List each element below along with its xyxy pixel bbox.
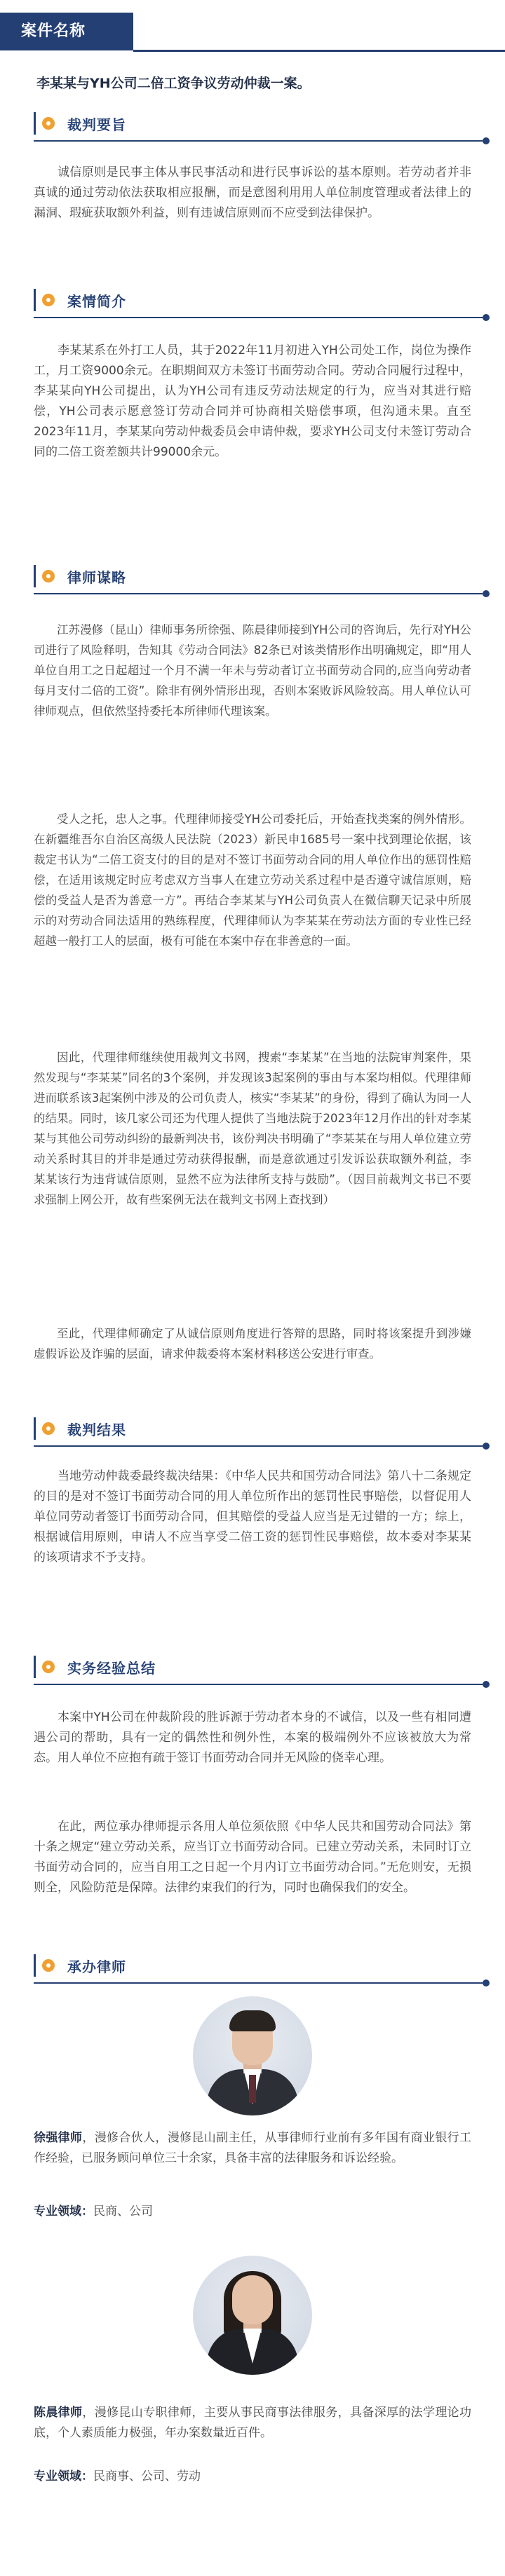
underline-end-dot xyxy=(483,1681,490,1688)
lawyer-bio-text: ，漫修合伙人，漫修昆山副主任，从事律师行业前有多年国有商业银行工作经验，已服务顾问单位三十余家，具备丰富的法律服务和诉讼经验。 xyxy=(34,2131,472,2165)
section-title: 裁判结果 xyxy=(67,1422,126,1438)
strategy-paragraph-3: 因此，代理律师继续使用裁判文书网，搜索“李某某”在当地的法院审判案件，果然发现与“李某某”同名的3个案例，并发现该3起案例的事由与本案均相似。代理律师进而联系该3起案例中涉及的公司负责人，核实“李某某”的身份，得到了确认为同一人的结果。同时，该几家公司还为代理人提供了当地法院于2023年12月作出的针对李某某与其他公司劳动纠纷的最新判决书，该份判决书明确了“李某某在与用人单位建立劳动关系时其目的并非是通过劳动获得报酬，而是意欲通过引发诉讼获取额外利益，李某某该行为违背诚信原则，显然不应为法律所支持与鼓励”。（因目前裁判文书已不要求强制上网公开，故有些案例无法在裁判文书网上查找到） xyxy=(34,1051,471,1206)
strategy-paragraph-4: 至此，代理律师确定了从诚信原则角度进行答辩的思路，同时将该案提升到涉嫌虚假诉讼及诈骗的层面，请求仲裁委将本案材料移送公安进行审查。 xyxy=(34,1327,471,1361)
case-title: 李某某与YH公司二倍工资争议劳动仲裁一案。 xyxy=(36,76,311,91)
field-label: 专业领域： xyxy=(34,2469,93,2483)
underline-end-dot xyxy=(483,137,490,144)
summary-paragraph-1: 本案中YH公司在仲裁阶段的胜诉源于劳动者本身的不诚信，以及一些有相同遭遇公司的帮助，具有一定的偶然性和例外性，本案的极端例外不应该被放大为常态。用人单位不应抱有疏于签订书面劳动合同并无风险的侥幸心理。 xyxy=(34,1710,471,1765)
section-title: 裁判要旨 xyxy=(67,116,126,133)
gist-paragraph: 诚信原则是民事主体从事民事活动和进行民事诉讼的基本原则。若劳动者并非真诚的通过劳动依法获取相应报酬，而是意图利用用人单位制度管理或者法律上的漏洞、瑕疵获取额外利益，则有违诚信原则而不应受到法律保护。 xyxy=(34,165,471,220)
field-value: 民商、公司 xyxy=(93,2204,153,2219)
lawyer-bio-chen xyxy=(34,2403,471,2444)
section-title: 律师谋略 xyxy=(67,569,126,586)
bullet-icon xyxy=(42,294,55,306)
bullet-icon xyxy=(42,1661,55,1673)
bullet-icon xyxy=(42,570,55,582)
header-bar xyxy=(34,1954,36,1977)
header-bar xyxy=(34,565,36,587)
header-bar xyxy=(34,289,36,311)
lawyer-photo-chen xyxy=(193,2256,312,2375)
underline-end-dot xyxy=(483,1443,490,1450)
strategy-paragraph-2: 受人之托，忠人之事。代理律师接受YH公司委托后，开始查找类案的例外情形。在新疆维吾尔自治区高级人民法院（2023）新民申1685号一案中找到理论依据，该裁定书认为“二倍工资支付的目的是对不签订书面劳动合同的用人单位作出的惩罚性赔偿，在适用该规定时应考虑双方当事人在建立劳动关系过程中是否遵守诚信原则，赔偿的受益人是否为善意一方”。再结合李某某与YH公司负责人在微信聊天记录中所展示的对劳动合同法适用的熟练程度，代理律师认为李某某在劳动法方面的专业性已经超越一般打工人的层面，极有可能在本案中存在非善意的一面。 xyxy=(34,812,471,948)
underline-end-dot xyxy=(483,590,490,597)
section-header-lawyers xyxy=(34,1951,469,1979)
section-header-summary xyxy=(34,1653,469,1681)
header-underline xyxy=(34,140,483,142)
header-underline xyxy=(34,1982,483,1984)
section-title: 案情简介 xyxy=(67,293,126,310)
section-header-strategy xyxy=(34,562,469,590)
lawyer-field-xu xyxy=(34,2201,153,2219)
field-label: 专业领域： xyxy=(34,2204,93,2219)
lawyer-field-chen xyxy=(34,2466,201,2483)
bullet-icon xyxy=(42,117,55,130)
header-underline xyxy=(34,1684,483,1685)
section-header-result xyxy=(34,1415,469,1443)
lawyer-name: 陈晨律师 xyxy=(34,2406,83,2420)
section-header-gist xyxy=(34,109,469,137)
header-bar xyxy=(34,1417,36,1440)
field-value: 民商事、公司、劳动 xyxy=(93,2469,201,2483)
bullet-icon xyxy=(42,1959,55,1972)
banner-rule xyxy=(133,50,505,52)
result-paragraph: 当地劳动仲裁委最终裁决结果：《中华人民共和国劳动合同法》第八十二条规定的目的是对不签订书面劳动合同的用人单位所作出的惩罚性民事赔偿，以督促用人单位同劳动者签订书面劳动合同，但其赔偿的受益人应当是无过错的一方；综上，根据诚信用原则，申请人不应当享受二倍工资的惩罚性民事赔偿，故本委对李某某的该项请求不予支持。 xyxy=(34,1469,471,1565)
underline-end-dot xyxy=(483,314,490,321)
section-title: 实务经验总结 xyxy=(67,1660,156,1677)
strategy-paragraph-1: 江苏漫修（昆山）律师事务所徐强、陈晨律师接到YH公司的咨询后，先行对YH公司进行了风险释明，告知其《劳动合同法》82条已对该类情形作出明确规定，即“用人单位自用工之日起超过一个月不满一年未与劳动者订立书面劳动合同的,应当向劳动者每月支付二倍的工资”。除非有例外情形出现，否则本案败诉风险较高。用人单位认可律师观点，但依然坚持委托本所律师代理该案。 xyxy=(34,623,471,718)
intro-paragraph: 李某某系在外打工人员，其于2022年11月初进入YH公司处工作，岗位为操作工，月工资9000余元。在职期间双方未签订书面劳动合同。劳动合同履行过程中，李某某向YH公司提出，认为YH公司有违反劳动法规定的行为，应当对其进行赔偿，YH公司表示愿意签订劳动合同并可协商相关赔偿事项，但沟通未果。直至2023年11月，李某某向劳动仲裁委员会申请仲裁，要求YH公司支付未签订劳动合同的二倍工资差额共计99000余元。 xyxy=(34,343,471,459)
header-underline xyxy=(34,593,483,594)
header-underline xyxy=(34,1445,483,1447)
underline-end-dot xyxy=(483,1979,490,1986)
lawyer-bio-text: ，漫修昆山专职律师，主要从事民商事法律服务，具备深厚的法学理论功底，个人素质能力极强，年办案数量近百件。 xyxy=(34,2406,472,2440)
lawyer-photo-xu xyxy=(193,1996,312,2115)
header-bar xyxy=(34,112,36,135)
section-header-intro xyxy=(34,286,469,314)
header-bar xyxy=(34,1656,36,1678)
case-name-banner: 案件名称 xyxy=(0,13,133,50)
section-title: 承办律师 xyxy=(67,1958,126,1975)
lawyer-name: 徐强律师 xyxy=(34,2131,83,2145)
header-underline xyxy=(34,317,483,318)
summary-paragraph-2: 在此，两位承办律师提示各用人单位须依照《中华人民共和国劳动合同法》第十条之规定“建立劳动关系，应当订立书面劳动合同。已建立劳动关系，未同时订立书面劳动合同的，应当自用工之日起一个月内订立书面劳动合同。”无危则安，无损则全，风险防范是保障。法律约束我们的行为，同时也确保我们的安全。 xyxy=(34,1820,471,1895)
bullet-icon xyxy=(42,1422,55,1435)
lawyer-bio-xu xyxy=(34,2128,471,2169)
